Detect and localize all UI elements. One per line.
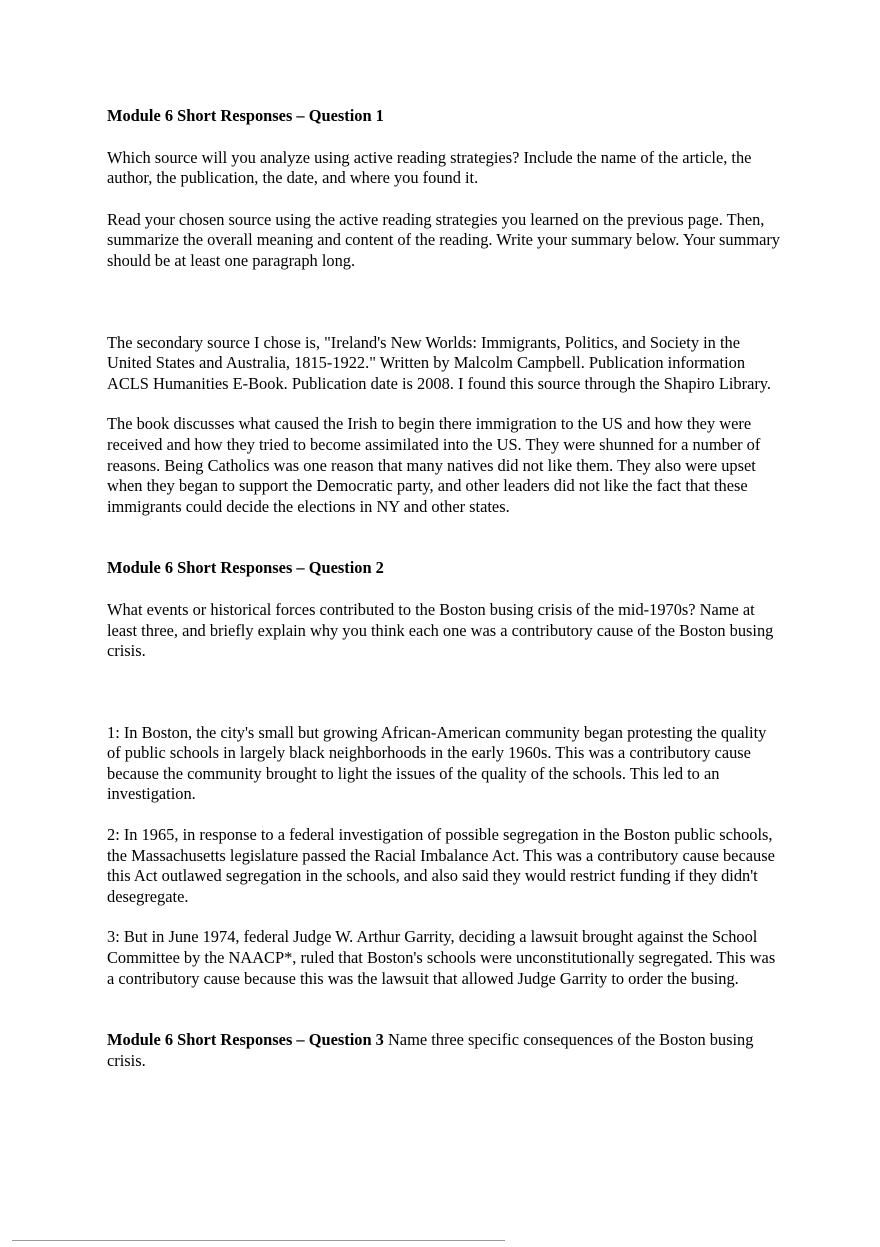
question-3-prompt: Name three specific consequences of the Boston busing crisis. <box>107 1030 754 1070</box>
question-1-prompt-source: Which source will you analyze using active reading strategies? Include the name of the article, the author, the publication, the date, and where you found it. <box>107 147 752 188</box>
question-1-answer-summary: The book discusses what caused the Irish to begin there immigration to the US and how they were received and how they tried to become assimilated into the US. They were shunned for a number of reasons. Being Catholics was one reason that many natives did not like them. They also were upset when they began to support the Democratic party, and other leaders did not like the fact that these immigrants could decide the elections in NY and other states. <box>107 414 761 516</box>
question-3 <box>107 1030 782 1071</box>
footer-divider <box>12 1240 505 1241</box>
question-2-prompt: What events or historical forces contributed to the Boston busing crisis of the mid-1970s? Name at least three, and briefly explain why you think each one was a contributory cause of the Boston busing crisis. <box>107 599 774 661</box>
question-2-heading: Module 6 Short Responses – Question 2 <box>107 558 384 578</box>
question-1-answer-source: The secondary source I chose is, "Ireland's New Worlds: Immigrants, Politics, and Society in the United States and Australia, 1815-1922." Written by Malcolm Campbell. Publication information ACLS Humanities E-Book. Publication date is 2008. I found this source through the Shapiro Library. <box>107 332 772 393</box>
document-body <box>107 106 782 1071</box>
question-2-answer-3: 3: But in June 1974, federal Judge W. Arthur Garrity, deciding a lawsuit brought against the School Committee by the NAACP*, ruled that Boston's schools were unconstitutionally segregated. This was a contributory cause because this was the lawsuit that allowed Judge Garrity to order the busing. <box>107 927 776 988</box>
question-2-answer-2: 2: In 1965, in response to a federal investigation of possible segregation in the Boston public schools, the Massachusetts legislature passed the Racial Imbalance Act. This was a contributory cause because this Act outlawed segregation in the schools, and also said they would restrict funding if they didn't desegregate. <box>107 825 775 906</box>
question-3-heading: Module 6 Short Responses – Question 3 <box>107 1030 384 1050</box>
question-1-heading: Module 6 Short Responses – Question 1 <box>107 106 384 125</box>
question-1-prompt-summary: Read your chosen source using the active reading strategies you learned on the previous page. Then, summarize the overall meaning and content of the reading. Write your summary below. Your summary should be at least one paragraph long. <box>107 209 781 270</box>
question-2-answer-1: 1: In Boston, the city's small but growing African-American community began protesting the quality of public schools in largely black neighborhoods in the early 1960s. This was a contributory cause because the community brought to light the issues of the quality of the schools. This led to an investigation. <box>107 722 767 804</box>
